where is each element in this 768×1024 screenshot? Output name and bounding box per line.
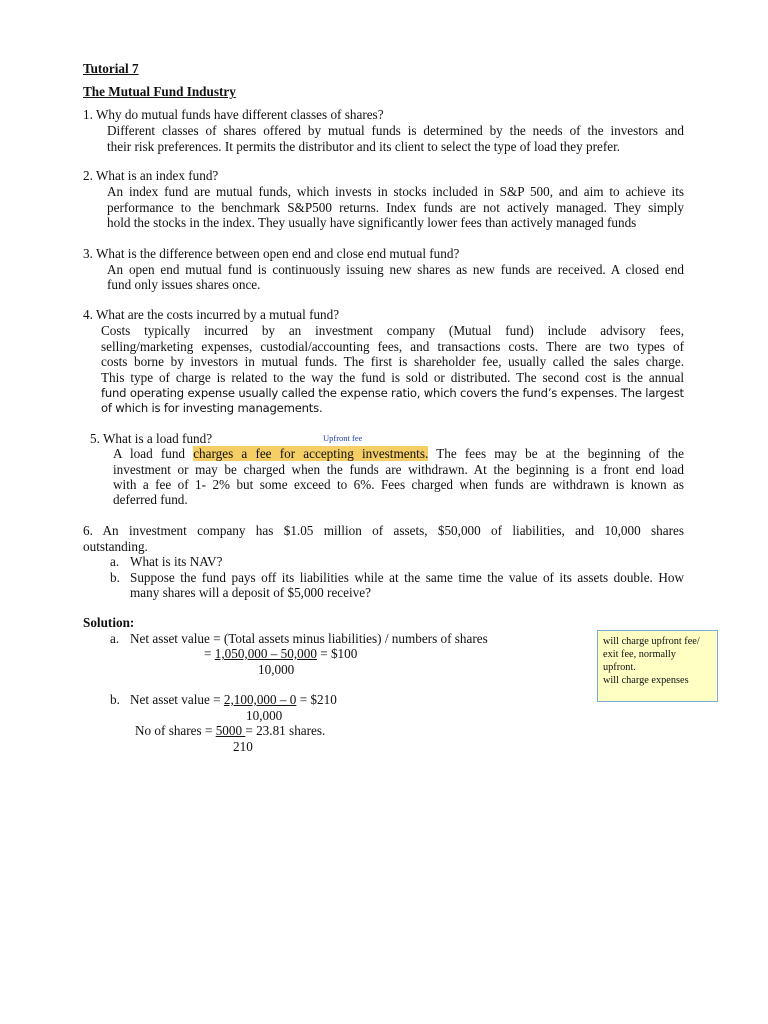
question-4: 4. What are the costs incurred by a mutual fund? — [83, 307, 340, 322]
answer-4-line: costs borne by investors in mutual funds. The first is shareholder fee, usually called the sales charge. — [101, 354, 684, 369]
question-6-line: outstanding. — [83, 539, 148, 554]
question-5: 5. What is a load fund? — [90, 431, 213, 446]
answer-5-post: The fees may be at the beginning of the — [428, 446, 684, 461]
comment-upfront-fee[interactable]: Upfront fee — [323, 433, 363, 443]
answer-4-line — [101, 385, 684, 401]
answer-2-line: An index fund are mutual funds, which invests in stocks included in S&P 500, and aim to achieve its — [107, 184, 684, 199]
solution-shares-denominator: 210 — [233, 739, 253, 754]
sticky-note-line: upfront. — [603, 662, 636, 673]
question-6a-marker: a. — [110, 554, 120, 569]
answer-2-line: hold the stocks in the index. They usually have significantly lower fees than actively managed funds — [107, 215, 637, 230]
question-6b-line: many shares will a deposit of $5,000 receive? — [130, 585, 371, 600]
answer-3-line: fund only issues shares once. — [107, 277, 261, 292]
answer-4-line: selling/marketing expenses, custodial/accounting fees, and transactions costs. There are two types of — [101, 339, 684, 354]
shares-suffix: = 23.81 shares. — [245, 723, 326, 738]
tutorial-title: Tutorial 7 — [83, 61, 139, 76]
section-title: The Mutual Fund Industry — [83, 84, 236, 99]
sticky-note[interactable] — [597, 630, 718, 702]
solution-b-marker: b. — [110, 692, 120, 707]
answer-5-line: with a fee of 1- 2% but some exceed to 6%. Fees charged when funds are withdrawn is known as — [113, 477, 684, 492]
answer-5-line: investment or may be charged when the funds are withdrawn. At the beginning is a front end load — [113, 462, 684, 477]
eq-numerator: 1,050,000 – 50,000 — [214, 646, 317, 661]
shares-prefix: No of shares = — [135, 723, 216, 738]
eq-prefix: = — [204, 646, 215, 661]
sticky-note-line: will charge upfront fee/ — [603, 636, 700, 647]
question-2: 2. What is an index fund? — [83, 168, 219, 183]
question-3: 3. What is the difference between open end and close end mutual fund? — [83, 246, 460, 261]
answer-4-sans-text: fund operating expense usually called the expense ratio, which covers the fund’s expenses. — [101, 386, 618, 400]
shares-numerator: 5000 — [215, 723, 246, 738]
answer-5-pre: A load fund — [113, 446, 194, 461]
question-6b-line: Suppose the fund pays off its liabilities while at the same time the value of its assets double. How — [130, 570, 684, 585]
answer-4-line — [101, 400, 322, 416]
answer-4-last: of which is for investing managements. — [101, 401, 323, 415]
solution-a-line: Net asset value = (Total assets minus liabilities) / numbers of shares — [130, 631, 488, 646]
sticky-note-line: exit fee, normally — [603, 649, 676, 660]
answer-2-line: performance to the benchmark S&P500 returns. Index funds are not actively managed. They simply — [107, 200, 684, 215]
solution-shares-line — [135, 723, 325, 738]
answer-3-line: An open end mutual fund is continuously issuing new shares as new funds are received. A closed end — [107, 262, 684, 277]
sticky-note-line: will charge expenses — [603, 675, 689, 686]
question-1: 1. Why do mutual funds have different classes of shares? — [83, 107, 384, 122]
solution-a-marker: a. — [110, 631, 120, 646]
question-6a-text: What is its NAV? — [130, 554, 223, 569]
answer-1-line: Different classes of shares offered by mutual funds is determined by the needs of the investors and — [107, 123, 684, 138]
solution-b-denominator: 10,000 — [246, 708, 283, 723]
answer-5-line: deferred fund. — [113, 492, 188, 507]
b-suffix: = $210 — [296, 692, 337, 707]
b-prefix: Net asset value = — [130, 692, 224, 707]
b-numerator: 2,100,000 – 0 — [223, 692, 297, 707]
answer-4-line: Costs typically incurred by an investment company (Mutual fund) include advisory fees, — [101, 323, 684, 338]
solution-heading: Solution: — [83, 615, 135, 630]
highlighted-text[interactable]: charges a fee for accepting investments. — [193, 446, 429, 461]
solution-b-line — [130, 692, 337, 707]
solution-a-equation — [204, 646, 357, 661]
answer-4-sans-tail: The largest — [617, 386, 684, 400]
answer-1-line: their risk preferences. It permits the distributor and its client to select the type of load they prefer. — [107, 139, 621, 154]
question-6-line: 6. An investment company has $1.05 million of assets, $50,000 of liabilities, and 10,000 shares — [83, 523, 684, 538]
question-6b-marker: b. — [110, 570, 120, 585]
eq-suffix: = $100 — [316, 646, 358, 661]
answer-4-line: This type of charge is related to the way the fund is sold or distributed. The second cost is the annual — [101, 370, 684, 385]
solution-a-denominator: 10,000 — [258, 662, 295, 677]
answer-5-line — [113, 446, 684, 461]
